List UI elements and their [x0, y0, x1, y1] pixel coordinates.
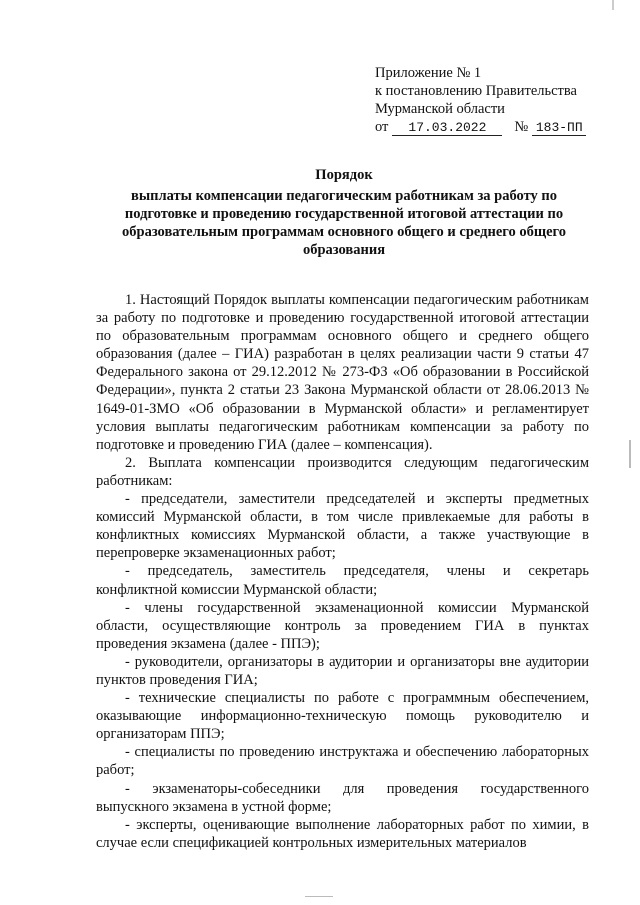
paragraph-2: 2. Выплата компенсации производится следующим педагогическим работникам: — [96, 454, 589, 489]
annex-line-1: Приложение № 1 — [375, 65, 482, 81]
list-item: - технические специалисты по работе с программным обеспечением, оказывающие информационно-техническую помощь руководителю и организаторам ППЭ; — [96, 690, 589, 743]
annex-line-2: к постановлению Правительства — [375, 83, 577, 99]
annex-from-label: от — [375, 119, 389, 135]
list-item: - члены государственной экзаменационной комиссии Мурманской области, осуществляющие контроль за проведением ГИА в пунктах проведения экзамена (далее - ППЭ); — [96, 599, 589, 652]
list-item: - эксперты, оценивающие выполнение лабораторных работ по химии, в случае если спецификацией контрольных измерительных материалов — [96, 816, 589, 851]
paragraph-1: 1. Настоящий Порядок выплаты компенсации педагогическим работникам за работу по подготовке и проведению государственной итоговой аттестации по образовательным программам основного общего и среднего общего образования (далее – ГИА) разработан в целях реализации части 9 статьи 47 Федерального закона от 29.12.2012 № 273-ФЗ «Об образовании в Российской Федерации», пункта 2 статьи 23 Закона Мурманской области от 28.06.2013 № 1649-01-ЗМО «Об образовании в Мурманской области» и регламентирует условия выплаты педагогическим работникам компенсации за работу по подготовке и проведению ГИА (далее – компенсация). — [96, 292, 589, 453]
scan-mark-right — [629, 440, 631, 468]
title-line-2: подготовке и проведению государственной итоговой аттестации по — [124, 206, 564, 222]
list-item: - председатели, заместители председателей и эксперты предметных комиссий Мурманской области, в том числе привлекаемые для работы в конфликтных комиссиях Мурманской области, а также участвующие в перепроверке экзаменационных работ; — [96, 491, 589, 562]
annex-line-3: Мурманской области — [375, 101, 505, 117]
scan-mark-bottom — [305, 896, 333, 897]
list-item: - специалисты по проведению инструктажа и обеспечению лабораторных работ; — [96, 744, 589, 779]
document-body — [96, 291, 589, 852]
list-item: - руководители, организаторы в аудитории и организаторы вне аудитории пунктов проведения ГИА; — [96, 653, 589, 688]
title-line-1: выплаты компенсации педагогическим работникам за работу по — [130, 188, 558, 204]
title-head: Порядок — [315, 167, 373, 183]
annex-number: 183-ПП — [532, 121, 586, 136]
list-item: - экзаменаторы-собеседники для проведения государственного выпускного экзамена в устной форме; — [96, 780, 589, 815]
annex-number-label: № — [514, 119, 529, 135]
scan-mark-top — [612, 0, 614, 10]
document-title — [96, 166, 592, 259]
annex-date-number-row — [375, 118, 615, 136]
title-line-4: образования — [302, 242, 386, 258]
list-item: - председатель, заместитель председателя, члены и секретарь конфликтной комиссии Мурманской области; — [96, 563, 589, 598]
annex-date: 17.03.2022 — [392, 121, 502, 136]
annex-block — [375, 64, 615, 136]
title-line-3: образовательным программам основного общего и среднего общего — [122, 224, 566, 240]
